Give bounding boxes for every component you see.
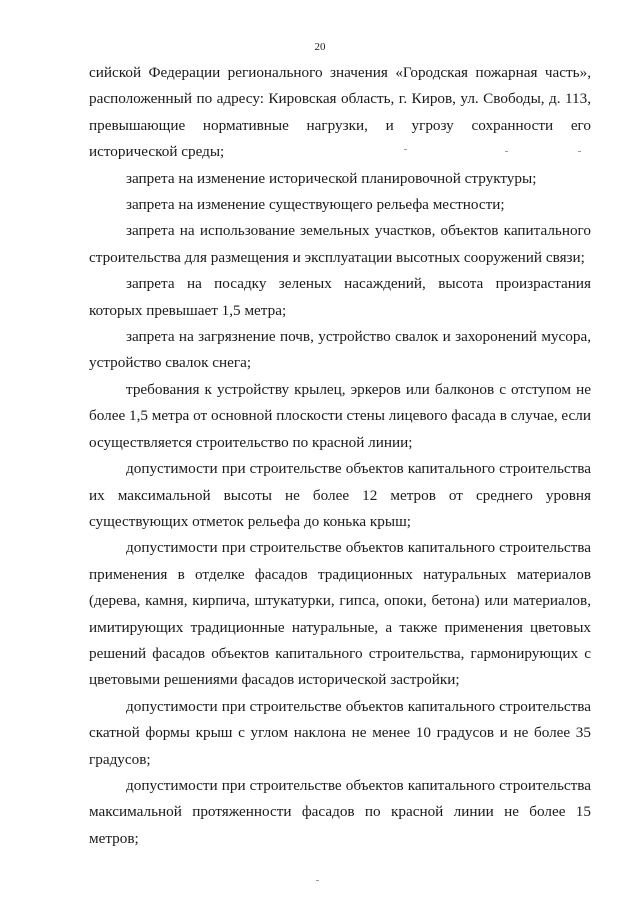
paragraph-soil-pollution: запрета на загрязнение почв, устройство свалок и захоронений мусора, устройство свалок снега; — [89, 328, 591, 372]
paragraph-roof-slope: допустимости при строительстве объектов капитального строительства скатной формы крыш с углом наклона не менее 10 градусов и не более 35 градусов; — [89, 697, 591, 768]
paragraph-porches-balconies: требования к устройству крылец, эркеров или балконов с отступом не более 1,5 метра от основной плоскости стены лицевого фасада в случае, если осуществляется строительство по красной линии; — [89, 380, 591, 451]
paragraph-facade-length: допустимости при строительстве объектов капитального строительства максимальной протяженности фасадов по красной линии не более 15 метров; — [89, 776, 591, 847]
paragraph-relief: запрета на изменение существующего рельефа местности; — [126, 196, 505, 214]
paragraph-max-height: допустимости при строительстве объектов капитального строительства их максимальной высоты не более 12 метров от среднего уровня существующих отметок рельефа до конька крыш; — [89, 460, 591, 530]
page-number: 20 — [314, 41, 326, 53]
paragraph-facade-materials: допустимости при строительстве объектов капитального строительства применения в отделке фасадов традиционных натуральных материалов (дерева, камня, кирпича, штукатурки, гипса, опоки, бетона) или материалов, имитирующих традиционные натуральные, а также применения цветовых решений фасадов объектов капитального строительства, гармонирующих с цветовыми решениями фасадов исторической застройки; — [89, 539, 591, 689]
scan-speck — [316, 880, 319, 881]
paragraph-green-plantings: запрета на посадку зеленых насаждений, высота произрастания которых превышает 1,5 метра; — [89, 275, 591, 319]
paragraph-communication-structures: запрета на использование земельных участков, объектов капитального строительства для размещения и эксплуатации высотных сооружений связи; — [89, 222, 591, 266]
paragraph-continuation: сийской Федерации регионального значения «Городская пожарная часть», расположенный по адресу: Кировская область, г. Киров, ул. Свободы, д. 113, превышающие нормативные нагрузки, и угрозу сохранности его исторической среды; — [89, 64, 591, 161]
scan-speck — [578, 151, 581, 152]
scan-speck — [404, 149, 407, 150]
paragraph-planning-structure: запрета на изменение исторической планировочной структуры; — [126, 169, 537, 187]
scan-speck — [505, 151, 508, 152]
document-body — [89, 60, 591, 852]
